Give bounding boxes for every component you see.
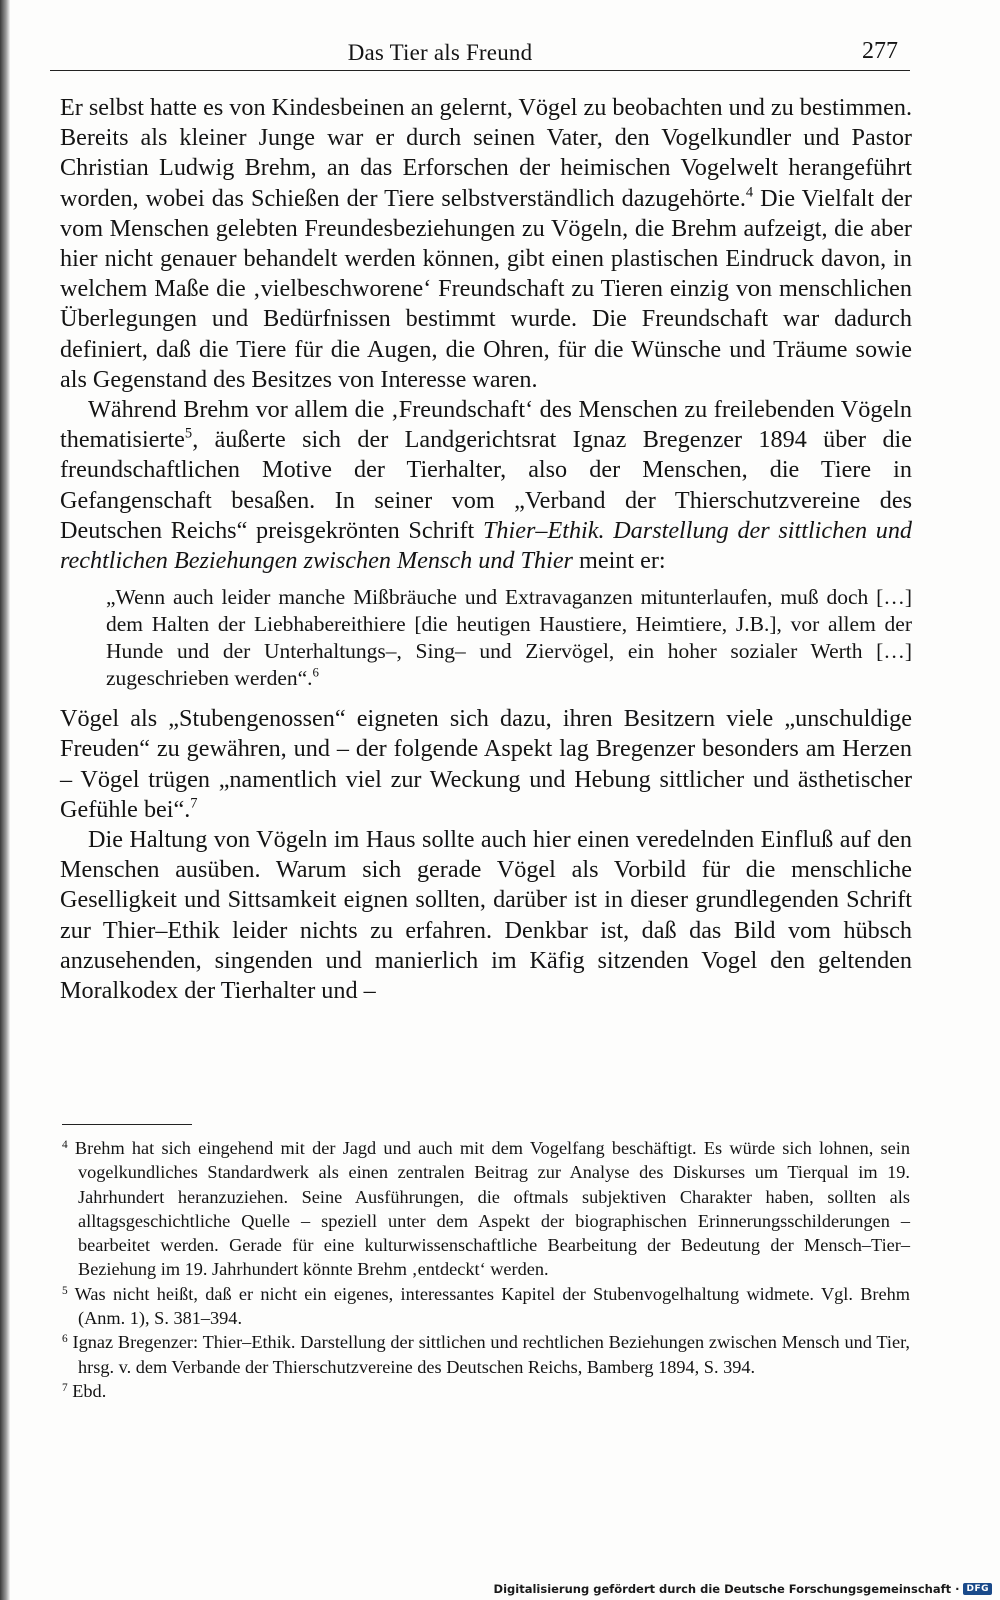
paragraph-1	[60, 93, 912, 395]
footnote-number: 7	[62, 1381, 68, 1394]
paragraph-4	[60, 825, 912, 1006]
footnote-ref-5: 5	[184, 425, 193, 442]
footnote-text: Ebd.	[72, 1380, 107, 1401]
footnote-6	[62, 1330, 910, 1379]
footnote-7	[62, 1379, 910, 1403]
footnote-number: 4	[62, 1138, 68, 1151]
footnote-text: Was nicht heißt, daß er nicht ein eigenes, interessantes Kapitel der Stubenvogelhaltung widmete. Vgl. Brehm (Anm. 1), S. 381–394.	[74, 1283, 910, 1329]
running-head	[50, 38, 910, 71]
footnote-text: Brehm hat sich eingehend mit der Jagd und auch mit dem Vogelfang beschäftigt. Es würde sich lohnen, sein vogelkundliches Standardwerk als einen zentralen Beitrag zur Analyse des Diskurses um Tierqual im 19. Jahrhundert heranzuziehen. Seine Ausführungen, die oftmals subjektiven Charakter haben, sollten als alltagsgeschichtliche Quelle – speziell unter dem Aspekt der biographischen Erinnerungsschilderungen – bearbeitet werden. Gerade für eine kulturwissenschaftliche Bearbeitung der Bedeutung der Mensch–Tier–Beziehung im 19. Jahrhundert könnte Brehm ‚entdeckt‘ werden.	[74, 1138, 910, 1280]
paragraph-1-text-b: Die Vielfalt der vom Menschen gelebten Freundesbeziehungen zu Vögeln, die Brehm aufzeigt, die aber hier nicht genauer behandelt werden können, gibt einen plastischen Eindruck davon, in welchem Maße die ‚vielbeschworene‘ Freundschaft zu Tieren einzig von menschlichen Überlegungen und Bedürfnissen bestimmt wurde. Die Freundschaft war dadurch definiert, daß die Tiere für die Augen, die Ohren, für die Wünsche und Träume sowie als Gegenstand des Besitzes von Interesse waren.	[60, 184, 912, 393]
running-head-title: Das Tier als Freund	[347, 40, 533, 65]
dfg-logo-icon: DFG	[963, 1583, 992, 1595]
book-title-italic: Thier–Ethik. Darstellung der sittlichen und rechtlichen Beziehungen zwischen Mensch und Thier	[60, 516, 913, 575]
paragraph-3-text: Vögel als „Stubengenossen“ eigneten sich dazu, ihren Besitzern viele „unschuldige Freuden“ zu gewähren, und – der folgende Aspekt lag Bregenzer besonders am Herzen – Vögel trügen „namentlich viel zur Weckung und Hebung sittlicher und ästhetischer Gefühle bei“.	[60, 705, 912, 823]
block-quote	[106, 584, 912, 692]
paragraph-1-text-a: Er selbst hatte es von Kindesbeinen an gelernt, Vögel zu beobachten und zu bestimmen. Bereits als kleiner Junge war er durch seinen Vater, den Vogelkundler und Pastor Christian Ludwig Brehm, an das Erforschen der heimischen Vogelwelt herangeführt worden, wobei das Schießen der Tiere selbstverständlich dazugehörte.	[60, 94, 912, 212]
footnote-ref-7: 7	[190, 795, 198, 812]
footnote-5	[62, 1282, 910, 1331]
banner-text: Digitalisierung gefördert durch die Deutsche Forschungsgemeinschaft ·	[493, 1582, 960, 1596]
footnote-number: 6	[62, 1333, 68, 1346]
footnote-text: Ignaz Bregenzer: Thier–Ethik. Darstellung der sittlichen und rechtlichen Beziehungen zwischen Mensch und Tier, hrsg. v. dem Verbande der Thierschutzvereine des Deutschen Reichs, Bamberg 1894, S. 394.	[72, 1332, 911, 1377]
block-quote-text: „Wenn auch leider manche Mißbräuche und Extravaganzen mitunterlaufen, muß doch […] dem Halten der Liebhabereithiere [die heutigen Haustiere, Heimtiere, J.B.], vor allem der Hunde und der Unterhaltungs–, Sing– und Ziervögel, ein hoher sozialer Werth […] zugeschrieben werden“.	[106, 585, 912, 691]
footnote-divider	[62, 1124, 192, 1125]
paragraph-4-text: Die Haltung von Vögeln im Haus sollte auch hier einen veredelnden Einfluß auf den Menschen ausüben. Warum sich gerade Vögel als Vorbild für die menschliche Geselligkeit und Sittsamkeit eignen sollten, darüber ist in dieser grundlegenden Schrift zur Thier–Ethik leider nichts zu erfahren. Denkbar ist, daß das Bild vom hübsch anzusehenden, singenden und manierlich im Käfig sitzenden Vogel den geltenden Moralkodex der Tierhalter und –	[60, 826, 912, 1005]
footnote-number: 5	[62, 1284, 68, 1297]
paragraph-2-text-b: , äußerte sich der Landgerichtsrat Ignaz Bregenzer 1894 über die freundschaftlichen Motive der Tierhalter, also der Menschen, die Tiere in Gefangenschaft besaßen. In seiner vom „Verband der Thierschutzvereine des Deutschen Reichs“ preisgekrönten Schrift	[60, 426, 912, 544]
page-number: 277	[862, 38, 898, 64]
paragraph-2	[60, 395, 912, 576]
footnote-4	[62, 1136, 910, 1282]
footnote-ref-6: 6	[312, 665, 319, 680]
footnote-ref-4: 4	[745, 184, 754, 201]
paragraph-3	[60, 704, 912, 825]
digitization-banner	[494, 1582, 992, 1596]
paragraph-2-text-c: meint er:	[572, 547, 666, 575]
main-text	[60, 93, 912, 1006]
paragraph-2-text-a: Während Brehm vor allem die ‚Freundschaft‘ des Menschen zu freilebenden Vögeln thematisierte	[60, 396, 912, 454]
footnotes	[62, 1136, 910, 1403]
page-binding-shadow	[0, 0, 10, 1600]
